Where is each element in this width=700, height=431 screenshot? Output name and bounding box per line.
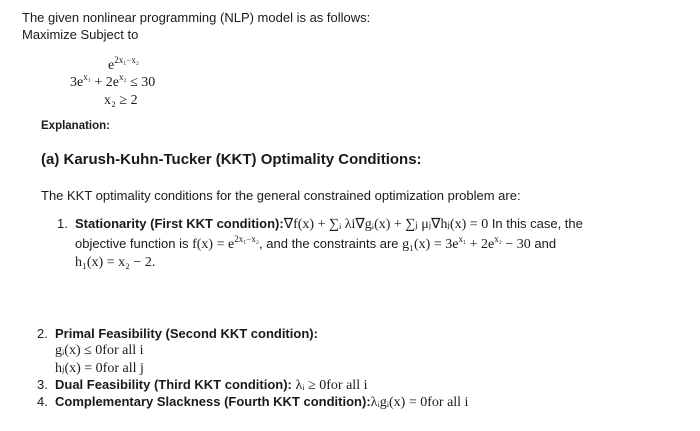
constraint-1-term-1: 3e	[70, 75, 84, 90]
item-1-line-2-pre: objective function is	[75, 236, 193, 251]
intro-line-1: The given nonlinear programming (NLP) model is as follows:	[22, 10, 371, 25]
item-1-title: Stationarity (First KKT condition):	[75, 216, 284, 231]
item-1-line-2-mid: , and the constraints are	[259, 236, 403, 251]
item-2-line-2: hⱼ(x) = 0for all j	[55, 361, 144, 376]
constraint-1-term-2: + 2e	[90, 75, 119, 90]
item-2-title: Primal Feasibility (Second KKT condition):	[55, 326, 318, 341]
constraint-1-exp-2: x₂	[118, 72, 127, 82]
section-a-title: (a) Karush-Kuhn-Tucker (KKT) Optimality Conditions:	[41, 151, 422, 168]
item-1-formula: ∇f(x) + ∑ᵢ λi∇gᵢ(x) + ∑ⱼ μⱼ∇hⱼ(x) = 0	[283, 217, 489, 232]
intro-line-2: Maximize Subject to	[22, 27, 139, 42]
item-1-objective-base: f(x) = e	[192, 237, 235, 252]
item-1-constraint	[402, 234, 531, 252]
item-1-constraint-term-2: + 2e	[466, 237, 495, 252]
item-2-line-1: gᵢ(x) ≤ 0for all i	[55, 343, 144, 358]
item-1-number: 1.	[57, 216, 68, 231]
objective-exponent: 2x₁−x₂	[114, 55, 140, 65]
item-3-formula: λᵢ ≥ 0for all i	[295, 378, 368, 393]
constraint-1-rest: ≤ 30	[126, 75, 156, 90]
item-4-number: 4.	[37, 394, 48, 409]
item-1-constraint-term-1: g₁(x) = 3e	[402, 237, 459, 252]
item-1-line-2	[75, 236, 556, 253]
objective-base: e	[108, 58, 115, 73]
item-1-objective	[192, 234, 260, 252]
item-1-constraint-exp-2: x₂	[494, 234, 502, 244]
constraint-1-exp-1: x₁	[83, 72, 91, 82]
item-3-number: 3.	[37, 377, 48, 392]
constraint-2: x₂ ≥ 2	[104, 93, 138, 108]
item-2-number: 2.	[37, 326, 48, 341]
item-4	[37, 394, 468, 411]
kkt-intro: The KKT optimality conditions for the general constrained optimization problem are:	[41, 188, 521, 203]
explanation-label: Explanation:	[41, 120, 111, 132]
item-1-objective-exp: 2x₁−x₂	[234, 234, 260, 244]
item-1-line-2-and: and	[530, 236, 557, 251]
item-2-heading	[37, 326, 318, 341]
item-1-line-1	[57, 216, 583, 233]
item-3-title: Dual Feasibility (Third KKT condition):	[55, 377, 296, 392]
item-1-text: In this case, the	[488, 216, 583, 231]
item-1-line-3: h₁(x) = x₂ − 2.	[75, 255, 156, 270]
item-3	[37, 377, 367, 394]
item-1-constraint-exp-1: x₁	[458, 234, 467, 244]
item-4-title: Complementary Slackness (Fourth KKT condition):	[55, 394, 371, 409]
item-1-constraint-end: − 30	[501, 237, 531, 252]
constraint-1	[70, 72, 156, 91]
item-4-formula: λᵢgᵢ(x) = 0for all i	[370, 395, 469, 410]
